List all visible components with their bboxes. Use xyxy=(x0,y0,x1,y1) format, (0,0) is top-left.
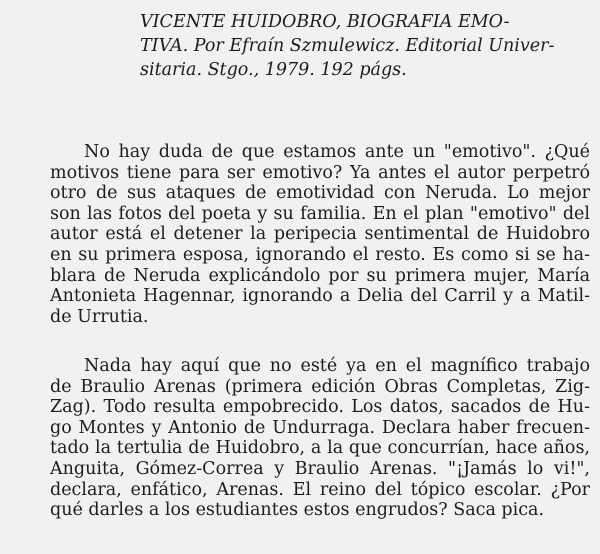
review-paragraph-2 xyxy=(50,356,590,521)
paragraph-line: declara, enfático, Arenas. El reino del tópico escolar. ¿Por xyxy=(50,479,590,500)
paragraph-line: qué darles a los estudiantes estos engrudos? Saca pica. xyxy=(50,500,545,521)
paragraph-line: otro de sus ataques de emotividad con Neruda. Lo mejor xyxy=(50,183,590,204)
paragraph-line: Nada hay aquí que no esté ya en el magnífico trabajo xyxy=(84,356,590,376)
paragraph-line: son las fotos del poeta y su familia. En el plan "emotivo" del xyxy=(50,203,590,224)
paragraph-line: tado la tertulia de Huidobro, a la que concurrían, hace años, xyxy=(50,438,590,459)
paragraph-line: Anguita, Gómez-Correa y Braulio Arenas. "¡Jamás lo vi!", xyxy=(50,458,590,479)
paragraph-line: Zag). Todo resulta empobrecido. Los datos, sacados de Hu- xyxy=(50,397,590,418)
paragraph-line: blara de Neruda explicándolo por su primera mujer, María xyxy=(50,265,590,286)
paragraph-line: autor está el detener la peripecia sentimental de Huidobro xyxy=(50,224,590,245)
paragraph-line: Antonieta Hagennar, ignorando a Delia del Carril y a Matil- xyxy=(50,286,590,307)
book-citation-heading xyxy=(140,10,580,82)
heading-line: VICENTE HUIDOBRO, BIOGRAFIA EMO- xyxy=(140,12,510,32)
review-paragraph-1 xyxy=(50,142,590,327)
paragraph-line: go Montes y Antonio de Undurraga. Declara haber frecuen- xyxy=(50,417,590,438)
paragraph-line: de Braulio Arenas (primera edición Obras Completas, Zig- xyxy=(50,376,590,397)
paragraph-line: motivos tiene para ser emotivo? Ya antes el autor perpetró xyxy=(50,162,590,183)
paragraph-line: de Urrutia. xyxy=(50,306,149,327)
heading-line: TIVA. Por Efraín Szmulewicz. Editorial Univer- xyxy=(140,36,555,56)
paragraph-line: No hay duda de que estamos ante un "emotivo". ¿Qué xyxy=(84,142,590,162)
heading-line: sitaria. Stgo., 1979. 192 págs. xyxy=(140,60,407,80)
paragraph-line: en su primera esposa, ignorando el resto. Es como si se ha- xyxy=(50,244,590,265)
